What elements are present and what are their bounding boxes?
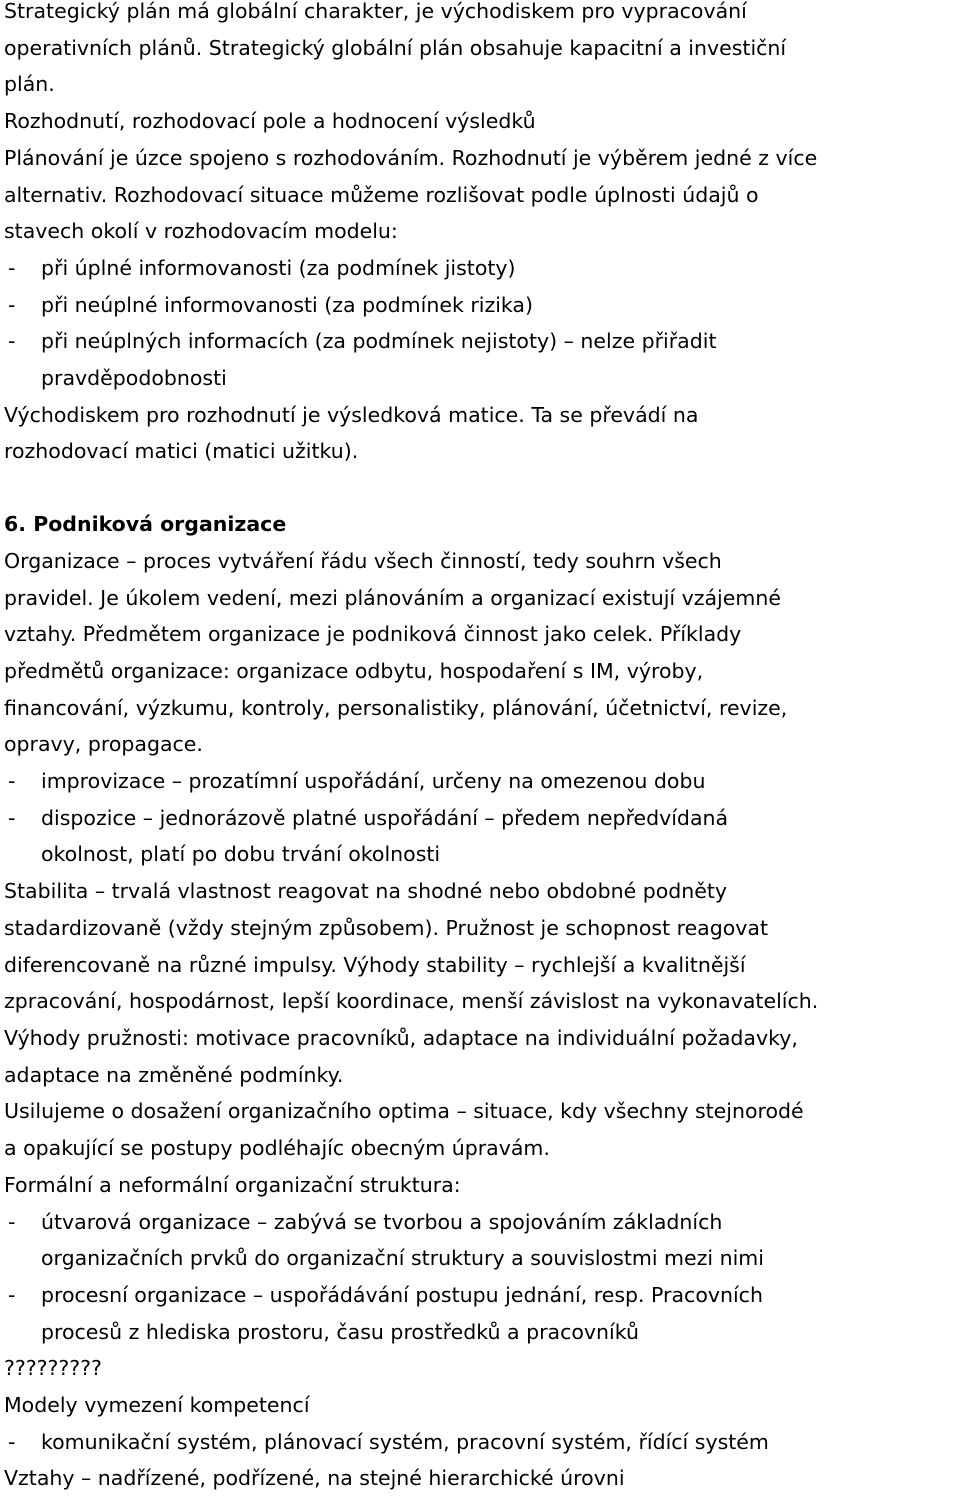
list-item [4,800,956,873]
list-item [4,1204,956,1277]
list-dash: - [8,1209,16,1234]
text-line: Usilujeme o dosažení organizačního optima – situace, kdy všechny stejnorodé [4,1099,804,1124]
list-systems [4,1424,956,1461]
list-item-text: procesní organizace – uspořádávání postupu jednání, resp. Pracovních [41,1282,763,1307]
list-dash: - [8,805,16,830]
list-item-text: dispozice – jednorázově platné uspořádání – předem nepředvídaná [41,805,729,830]
text-line: operativních plánů. Strategický globální plán obsahuje kapacitní a investiční [4,35,787,60]
list-item [4,763,956,800]
list-dash: - [8,329,16,354]
paragraph-organization [4,543,956,763]
paragraph-competence [4,1350,956,1423]
blank-line [4,470,956,506]
list-item [4,1277,956,1350]
list-dash: - [8,769,16,794]
list-item-text: organizačních prvků do organizační struktury a souvislostmi mezi nimi [41,1246,764,1271]
text-line: stadardizovaně (vždy stejným způsobem). Pružnost je schopnost reagovat [4,915,769,940]
list-item-text: při neúplné informovanosti (za podmínek rizika) [41,292,533,317]
list-item [4,250,956,287]
list-dash: - [8,1282,16,1307]
paragraph-matrix [4,397,956,470]
text-line: rozhodovací matici (matici užitku). [4,439,359,464]
text-line: alternativ. Rozhodovací situace můžeme rozlišovat podle úplnosti údajů o [4,182,759,207]
list-item-text: při neúplných informacích (za podmínek nejistoty) – nelze přiřadit [41,329,717,354]
text-line: Východiskem pro rozhodnutí je výsledková matice. Ta se převádí na [4,402,699,427]
text-line: opravy, propagace. [4,732,203,757]
text-line: adaptace na změněné podmínky. [4,1062,344,1087]
text-line: Rozhodnutí, rozhodovací pole a hodnocení výsledků [4,109,536,134]
list-item-text: komunikační systém, plánovací systém, pracovní systém, řídící systém [41,1429,769,1454]
text-line: zpracování, hospodárnost, lepší koordinace, menší závislost na vykonavatelích. [4,989,819,1014]
list-item [4,287,956,324]
text-line: stavech okolí v rozhodovacím modelu: [4,219,398,244]
text-line: pravidel. Je úkolem vedení, mezi plánováním a organizací existují vzájemné [4,585,781,610]
text-line: Strategický plán má globální charakter, je východiskem pro vypracování [4,0,747,23]
section-heading: 6. Podniková organizace [4,512,287,537]
text-line: vztahy. Předmětem organizace je podniková činnost jako celek. Příklady [4,622,742,647]
text-line: plán. [4,72,55,97]
paragraph-decision [4,103,956,250]
text-line: Vztahy – nadřízené, podřízené, na stejné hierarchické úrovni [4,1466,625,1491]
list-item-text: útvarová organizace – zabývá se tvorbou a spojováním základních [41,1209,723,1234]
text-line: Organizace – proces vytváření řádu všech činností, tedy souhrn všech [4,548,722,573]
paragraph-relations [4,1460,956,1497]
list-arrangements [4,763,956,873]
list-item-text: okolnost, platí po dobu trvání okolnosti [41,842,441,867]
text-line: předmětů organizace: organizace odbytu, hospodaření s IM, výroby, [4,658,704,683]
text-line: a opakující se postupy podléhajíc obecným úpravám. [4,1136,550,1161]
paragraph-strategic-plan [4,0,956,103]
list-item [4,1424,956,1461]
text-line: Plánování je úzce spojeno s rozhodováním. Rozhodnutí je výběrem jedné z více [4,145,818,170]
list-information-conditions [4,250,956,397]
list-item-text: pravděpodobnosti [41,366,227,391]
text-line: financování, výzkumu, kontroly, personalistiky, plánování, účetnictví, revize, [4,695,788,720]
list-item-text: při úplné informovanosti (za podmínek jistoty) [41,255,516,280]
text-line: Modely vymezení kompetencí [4,1393,310,1418]
text-line: diferencovaně na různé impulsy. Výhody stability – rychlejší a kvalitnější [4,952,746,977]
list-item-text: procesů z hlediska prostoru, času prostředků a pracovníků [41,1319,639,1344]
list-item-text: improvizace – prozatímní uspořádání, určeny na omezenou dobu [41,769,706,794]
list-dash: - [8,1429,16,1454]
list-dash: - [8,255,16,280]
text-line: Výhody pružnosti: motivace pracovníků, adaptace na individuální požadavky, [4,1025,798,1050]
text-line: ????????? [4,1356,102,1381]
text-line: Formální a neformální organizační struktura: [4,1172,461,1197]
list-structures [4,1204,956,1351]
text-line: Stabilita – trvalá vlastnost reagovat na shodné nebo obdobné podněty [4,879,728,904]
list-item [4,323,956,396]
paragraph-stability [4,873,956,1203]
list-dash: - [8,292,16,317]
